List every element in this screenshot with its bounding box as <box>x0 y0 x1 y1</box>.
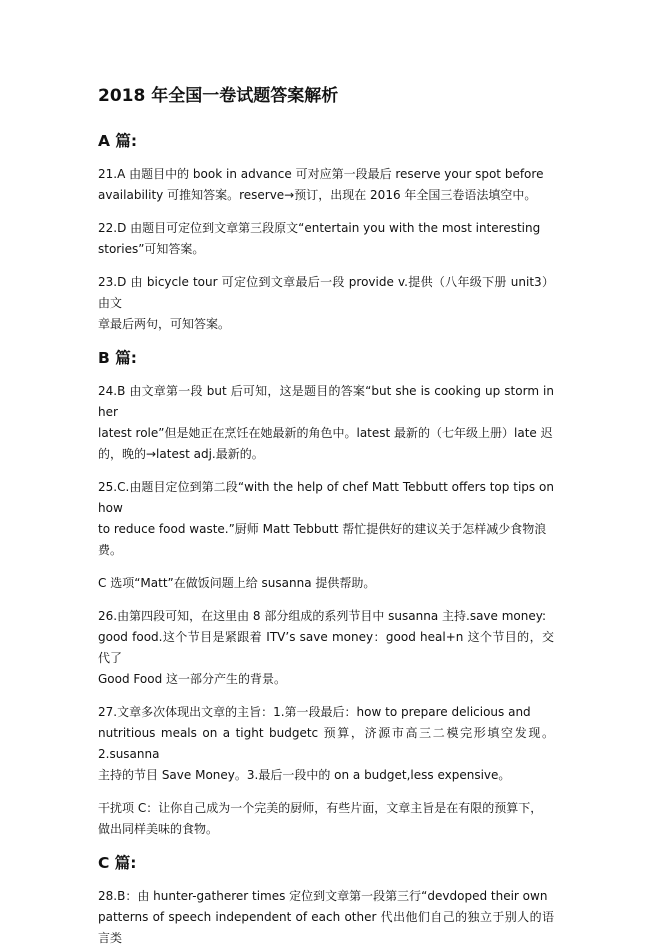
paragraph-line: 27.文章多次体现出文章的主旨：1.第一段最后：how to prepare delicious and <box>98 705 531 719</box>
answer-paragraph <box>98 886 554 949</box>
section-heading: B 篇: <box>98 349 137 367</box>
paragraph-line: 26.由第四段可知，在这里由 8 部分组成的系列节目中 susanna 主持.save money: <box>98 609 547 623</box>
paragraph-line: 24.B 由文章第一段 but 后可知，这是题目的答案“but she is cooking up storm in her <box>98 384 554 419</box>
document-title: 2018 年全国一卷试题答案解析 <box>98 86 339 106</box>
answer-paragraph <box>98 381 554 465</box>
answer-paragraph <box>98 798 554 840</box>
paragraph-line: 的，晚的→latest adj.最新的。 <box>98 447 264 461</box>
section-heading: C 篇: <box>98 854 137 872</box>
answer-paragraph <box>98 573 554 594</box>
paragraph-line: 21.A 由题目中的 book in advance 可对应第一段最后 reserve your spot before <box>98 167 544 181</box>
section-heading: A 篇: <box>98 132 138 150</box>
paragraph-line: 干扰项 C：让你自己成为一个完美的厨师，有些片面，文章主旨是在有限的预算下， <box>98 801 543 815</box>
paragraph-line: 做出同样美味的食物。 <box>98 822 219 836</box>
paragraph-line: 25.C.由题目定位到第二段“with the help of chef Matt Tebbutt offers top tips on how <box>98 480 554 515</box>
paragraph-line: 22.D 由题目可定位到文章第三段原文“entertain you with the most interesting <box>98 221 541 235</box>
paragraph-line: latest role”但是她正在烹饪在她最新的角色中。latest 最新的（七年级上册）late 迟 <box>98 426 553 440</box>
paragraph-line: stories”可知答案。 <box>98 242 205 256</box>
paragraph-line: Good Food 这一部分产生的背景。 <box>98 672 287 686</box>
answer-paragraph <box>98 218 554 260</box>
paragraph-line: availability 可推知答案。reserve→预订，出现在 2016 年全国三卷语法填空中。 <box>98 188 537 202</box>
paragraph-line: C 选项“Matt”在做饭问题上给 susanna 提供帮助。 <box>98 576 376 590</box>
answer-paragraph <box>98 606 554 690</box>
answer-paragraph <box>98 477 554 561</box>
answer-paragraph <box>98 702 554 786</box>
paragraph-line: nutritious meals on a tight budgetc 预算，济源市高三二模完形填空发现。2.susanna <box>98 726 554 761</box>
document-body <box>98 130 554 949</box>
paragraph-line: patterns of speech independent of each other 代出他们自己的独立于别人的语言类 <box>98 910 554 945</box>
paragraph-line: 主持的节目 Save Money。3.最后一段中的 on a budget,less expensive。 <box>98 768 511 782</box>
paragraph-line: good food.这个节目是紧跟着 ITV’s save money：good heal+n 这个节目的，交代了 <box>98 630 554 665</box>
answer-paragraph <box>98 164 554 206</box>
paragraph-line: 费。 <box>98 543 123 557</box>
answer-paragraph <box>98 272 554 335</box>
paragraph-line: 23.D 由 bicycle tour 可定位到文章最后一段 provide v.提供（八年级下册 unit3）由文 <box>98 275 554 310</box>
paragraph-line: 章最后两句，可知答案。 <box>98 317 231 331</box>
paragraph-line: to reduce food waste.”厨师 Matt Tebbutt 帮忙提供好的建议关于怎样减少食物浪 <box>98 522 547 536</box>
paragraph-line: 28.B：由 hunter-gatherer times 定位到文章第一段第三行“devdoped their own <box>98 889 548 903</box>
